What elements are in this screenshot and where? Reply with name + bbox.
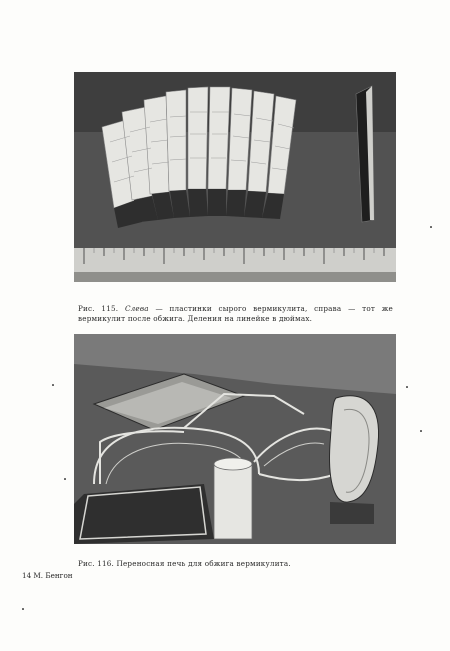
figure-caption-text: — пластинки сырого вермикулита, справа — тот же вермикулит после обжига. Деления на линейке в дюймах.: [78, 304, 393, 323]
scan-speck: [64, 478, 66, 480]
photo-portable-kiln-image: [74, 334, 396, 544]
figure-caption-116: [78, 559, 393, 569]
figure-caption-115: [78, 304, 393, 323]
scan-speck: [430, 226, 432, 228]
photo-vermiculite-plates: [74, 72, 396, 282]
figure-label: Рис. 115.: [78, 304, 119, 314]
scan-speck: [420, 430, 422, 432]
figure-caption-text: Переносная печь для обжига вермикулита.: [114, 559, 291, 569]
figure-title: Слева: [124, 304, 149, 314]
scan-speck: [52, 384, 54, 386]
page-signature: 14 М. Бенгон: [22, 571, 73, 580]
photo-portable-kiln: [74, 334, 396, 544]
scan-speck: [406, 386, 408, 388]
photo-vermiculite-plates-image: [74, 72, 396, 282]
scan-speck: [22, 608, 24, 610]
figure-label: Рис. 116.: [78, 559, 115, 569]
